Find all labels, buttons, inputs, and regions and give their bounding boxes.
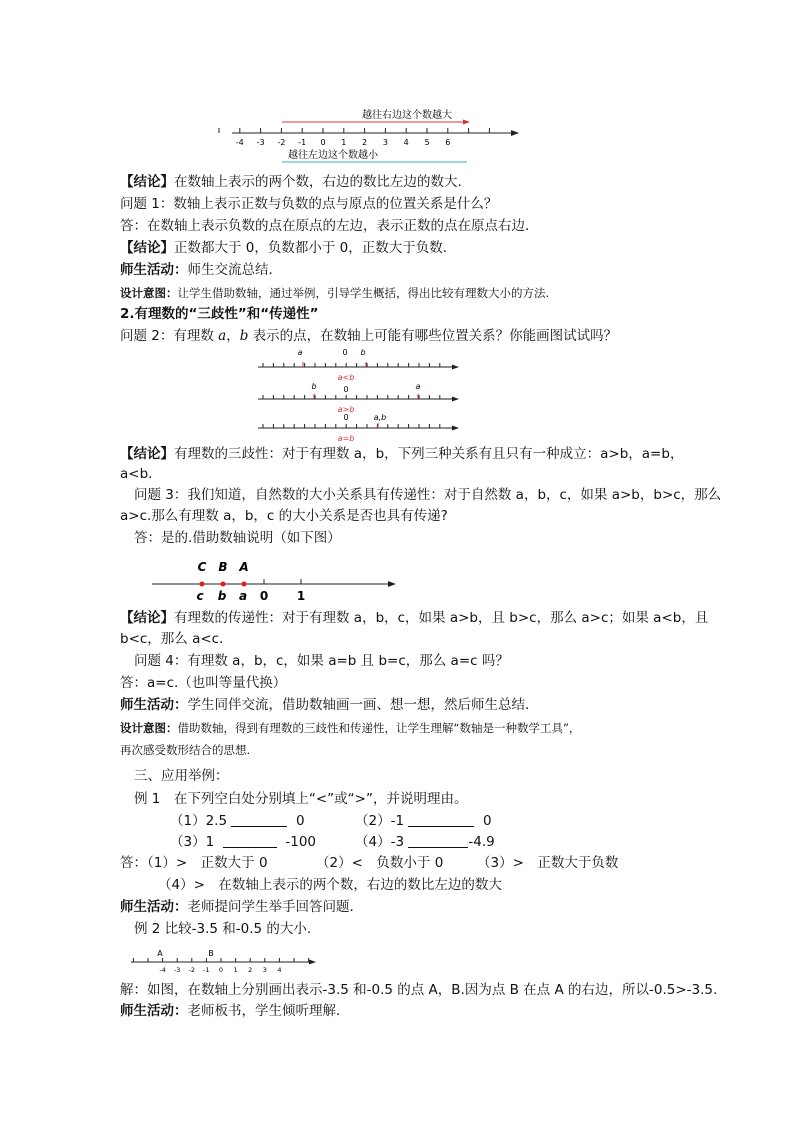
fig1-left-label: 越往左边这个数越小 [288,150,378,161]
fig4-tick-label: 0 [218,966,224,974]
fig3-lower-0: 0 [259,589,269,603]
q2-var-a: a [218,328,227,344]
activity-head: 师生活动： [120,697,188,713]
conclusion-trichotomy-cont: a<b. [120,466,153,482]
q2-pre: 问题 2：有理数 [120,328,219,344]
fig3-lower-b: b [217,589,227,603]
conclusion-text: 在数轴上表示的两个数，右边的数比左边的数大. [174,174,462,190]
conclusion-head: 【结论】 [120,240,174,256]
fig1-tick-label: -3 [256,138,265,147]
fig1-right-label: 越往右边这个数越大 [362,110,452,121]
ex1-q3-label: （3）1 [170,834,215,850]
fig4-ticks [133,958,308,962]
solution-ex2: 解：如图，在数轴上分别画出表示-3.5 和-0.5 的点 A，B.因为点 B 在点 A 的右边，所以-0.5>-3.5. [120,982,718,998]
fig2-r2-a: a [415,382,421,391]
fig1-tick-label: -1 [298,138,307,147]
fig1-tick-label: 0 [320,138,326,147]
fig3-label-C: C [197,560,207,574]
design-intent-2-cont: 再次感受数形结合的思想. [120,743,251,757]
fig2-r2-rel: a>b [337,405,355,414]
design-text: 借助数轴，得到有理数的三歧性和传递性，让学生理解“数轴是一种数学工具”， [177,721,581,735]
fig3-label-B: B [218,560,228,574]
fig1-tick-label: 5 [424,138,430,147]
fig2-r3-ab: a,b [373,413,387,422]
fig3-lower-c: c [196,589,204,603]
fig2-r3-zero: 0 [343,413,349,422]
fig4-tick-labels [159,966,281,974]
conclusion-text: 有理数的三歧性：对于有理数 a，b，下列三种关系有且只有一种成立：a>b，a=b， [174,446,684,462]
fig4-tick-label: 2 [248,966,253,974]
question-4: 问题 4：有理数 a，b，c，如果 a=b 且 b=c，那么 a=c 吗？ [134,653,509,669]
design-head: 设计意图： [120,721,178,735]
ans1-2: （2）< 负数小于 0 [316,855,444,871]
fig4-tick-label: -4 [159,966,166,974]
ans1-3: （3）> 正数大于负数 [477,855,619,871]
fig4-tick-label: -3 [173,966,181,974]
section-heading-2: 2.有理数的“三歧性”和“传递性” [120,306,319,322]
fig2-r1-zero: 0 [342,348,348,357]
fig4-label-A: A [157,949,163,958]
design-text: 让学生借助数轴，通过举例，引导学生概括，得出比较有理数大小的方法. [177,286,550,300]
question-1: 问题 1：数轴上表示正数与负数的点与原点的位置关系是什么？ [120,196,498,212]
ex1-q2-right: 0 [482,813,492,829]
activity-text: 师生交流总结． [187,262,282,278]
activity-head: 师生活动： [120,899,188,915]
example-1: 例 1 在下列空白处分别填上“<”或“>”，并说明理由。 [134,791,468,807]
fig3-lower-1: 1 [296,589,306,603]
fig4-tick-label: -1 [203,966,210,974]
fig4-axis-arrowhead [309,960,316,965]
section-heading-3: 三、应用举例： [134,768,229,784]
ex1-q1-right: 0 [295,813,305,829]
conclusion-head: 【结论】 [120,446,174,462]
fig1-tick-label: -2 [277,138,286,147]
ex1-q4-label: （4）-3 [355,834,405,850]
ex1-q1-label: （1）2.5 [170,813,228,829]
fig4-tick-label: 1 [233,966,238,974]
fig1-tick-label: 1 [341,138,347,147]
fig1-tick-label: 4 [403,138,409,147]
fig2-r3-rel: a=b [337,434,355,443]
activity-text: 老师板书，学生倾听理解． [187,1003,350,1019]
fig3-lower-a: a [238,589,248,603]
activity-text: 老师提问学生举手回答问题． [187,899,363,915]
teacher-student-activity-4 [120,1001,350,1021]
conclusion-text: 有理数的传递性：对于有理数 a，b，c，如果 a>b，且 b>c，那么 a>c；如果 a<b，且 [174,610,709,626]
ans1-1: 答：（1）> 正数大于 0 [120,855,268,871]
fig2-r1-a: a [297,348,303,357]
ex1-q2-label: （2）-1 [355,813,405,829]
conclusion-text: 正数都大于 0，负数都小于 0，正数大于负数. [174,240,448,256]
conclusion-head: 【结论】 [120,174,174,190]
fig2-r2-b: b [311,382,317,391]
conclusion-head: 【结论】 [120,610,174,626]
fig2-r1-b: b [360,348,366,357]
fig1-tick-label: -4 [235,138,244,147]
answer-3: 答：是的.借助数轴说明（如下图） [134,530,341,546]
conclusion-transitivity-cont: b<c，那么 a<c. [120,631,224,647]
fig1-tick-label: 2 [362,138,368,147]
fig4-tick-label: 4 [277,966,282,974]
activity-text: 学生同伴交流，借助数轴画一画、想一想，然后师生总结． [187,697,539,713]
example-2: 例 2 比较-3.5 和-0.5 的大小. [134,921,312,937]
ex1-q4-right: -4.9 [468,834,495,850]
answer-1: 答：在数轴上表示负数的点在原点的左边，表示正数的点在原点右边. [120,218,530,234]
ex1-q3-right: -100 [285,834,317,850]
fig4-tick-label: -2 [188,966,196,974]
answer-4: 答：a=c.（也叫等量代换） [120,675,287,691]
design-head: 设计意图： [120,286,178,300]
q2-sep: ， [226,328,240,344]
activity-head: 师生活动： [120,262,188,278]
q2-post: 表示的点，在数轴上可能有哪些位置关系？你能画图试试吗？ [248,328,618,344]
question-3-cont: a>c.那么有理数 a，b，c 的大小关系是否也具有传递? [120,508,448,524]
fig2-r1-rel: a<b [337,373,355,382]
fig1-tick-label: 6 [445,138,451,147]
fig2-r2-zero: 0 [343,385,349,394]
activity-head: 师生活动： [120,1003,188,1019]
question-3: 问题 3：我们知道，自然数的大小关系具有传递性：对于自然数 a，b，c，如果 a>b，b>c，那么 [134,487,722,503]
ans1-4: （4）> 在数轴上表示的两个数，右边的数比左边的数大 [158,877,502,893]
fig1-tick-label: 3 [382,138,388,147]
fig4-tick-label: 3 [262,966,267,974]
fig4-label-B: B [208,949,214,958]
fig3-label-A: A [239,560,249,574]
q2-var-b: b [239,328,249,344]
